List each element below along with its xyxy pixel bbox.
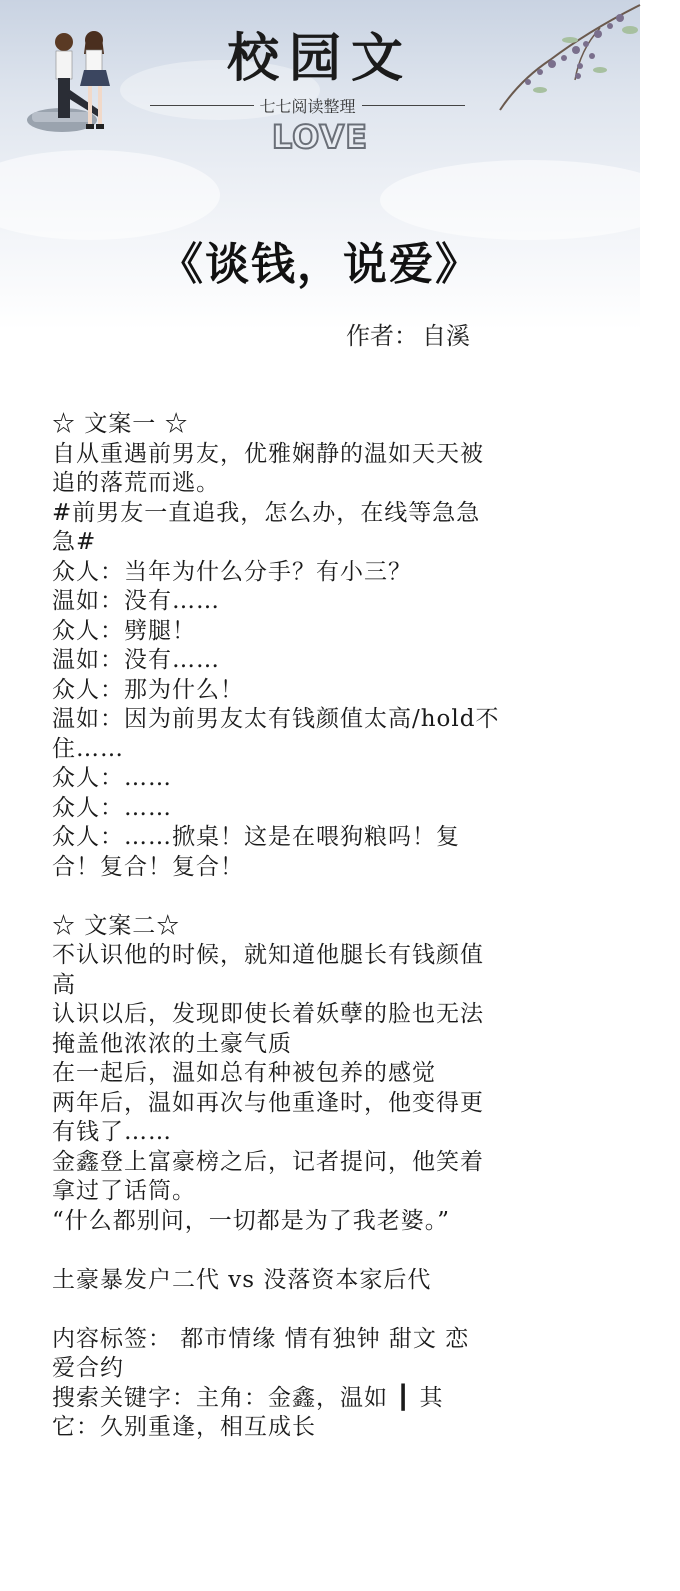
keywords-line: 它：久别重逢，相互成长 [52, 1414, 316, 1440]
spacer [52, 882, 612, 912]
tags-line: 爱合约 [52, 1355, 124, 1381]
section1-line: 合！复合！复合！ [52, 853, 244, 880]
section2-line: 高 [52, 971, 76, 998]
banner-title: 校园文 [226, 29, 413, 89]
synopsis-body [52, 410, 612, 1443]
tags-line: 内容标签： 都市情缘 情有独钟 甜文 恋 [52, 1325, 470, 1352]
section2-line: 在一起后，温如总有种被包养的感觉 [52, 1060, 436, 1086]
section1-line: #前男友一直追我，怎么办，在线等急急 [52, 499, 481, 526]
section2-line: 掩盖他浓浓的土豪气质 [52, 1030, 292, 1057]
section2-line: 不认识他的时候，就知道他腿长有钱颜值 [52, 942, 484, 968]
section2-heading: ☆ 文案二☆ [52, 912, 181, 939]
section2-line: 认识以后，发现即使长着妖孽的脸也无法 [52, 1001, 484, 1027]
banner-subtitle-text: 七七阅读整理 [259, 96, 356, 116]
section2-line: 金鑫登上富豪榜之后，记者提问，他笑着 [52, 1148, 484, 1175]
author-label: 作者： [346, 322, 418, 350]
section1-line: 众人：……掀桌！这是在喂狗粮吗！复 [52, 824, 460, 850]
section1-line: 自从重遇前男友，优雅娴静的温如天天被 [52, 440, 484, 467]
section1-heading: ☆ 文案一 ☆ [52, 411, 189, 437]
section2-line: 拿过了话筒。 [52, 1178, 196, 1204]
tagline: 土豪暴发户二代 vs 没落资本家后代 [52, 1266, 432, 1293]
section2-line: “什么都别问，一切都是为了我老婆。” [52, 1207, 451, 1234]
section1-line: 温如：没有…… [52, 588, 220, 614]
book-title: 《谈钱，说爱》 [159, 239, 481, 290]
keywords-line: 搜索关键字：主角：金鑫，温如 ┃ 其 [52, 1384, 444, 1411]
divider [362, 105, 466, 106]
love-logo: LOVE [271, 118, 369, 156]
section1-line: 众人：劈腿！ [52, 617, 196, 644]
section1-line: 众人：…… [52, 765, 172, 791]
section1-line: 众人：…… [52, 794, 172, 821]
author-line [342, 316, 470, 351]
section1-line: 追的落荒而逃。 [52, 470, 220, 496]
spacer [52, 1295, 612, 1325]
divider [150, 105, 254, 106]
spacer [52, 1236, 612, 1266]
banner-subtitle [150, 96, 465, 114]
author-name: 自溪 [422, 322, 470, 350]
section2-line: 两年后，温如再次与他重逢时，他变得更 [52, 1089, 484, 1116]
section2-line: 有钱了…… [52, 1119, 172, 1145]
section1-line: 急# [52, 529, 97, 555]
header-banner [0, 0, 640, 350]
section1-line: 住…… [52, 735, 124, 762]
section1-line: 众人：当年为什么分手？有小三？ [52, 558, 412, 585]
section1-line: 众人：那为什么！ [52, 676, 244, 703]
section1-line: 温如：没有…… [52, 647, 220, 673]
section1-line: 温如：因为前男友太有钱颜值太高/hold不 [52, 706, 500, 732]
